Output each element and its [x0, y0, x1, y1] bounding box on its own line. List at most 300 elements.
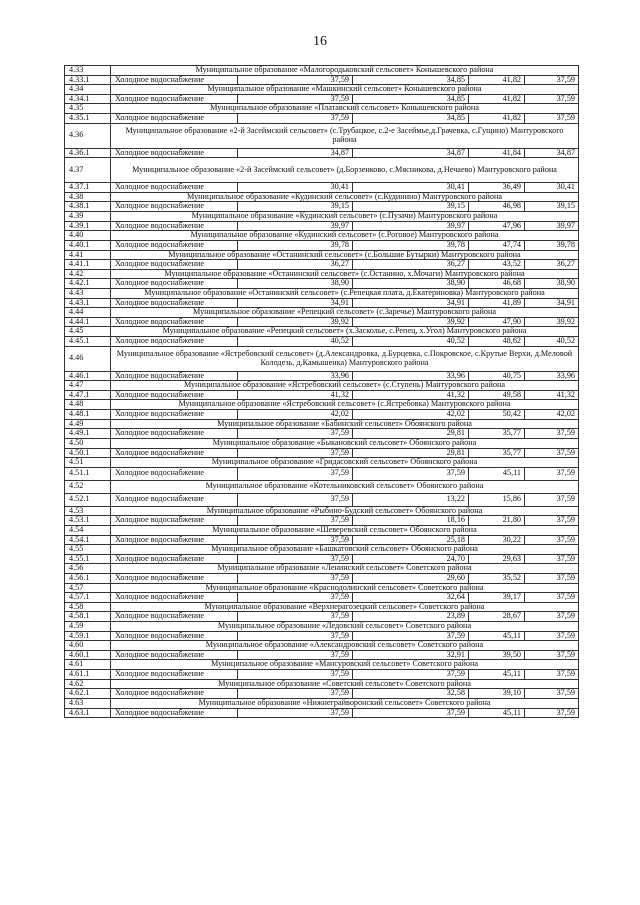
service-name: Холодное водоснабжение: [111, 337, 238, 347]
municipality-name: Муниципальное образование «Александровский сельсовет» Советского района: [111, 641, 579, 651]
tariff-value-4: 37,59: [525, 689, 579, 699]
tariff-value-1: 42,02: [238, 410, 353, 420]
section-header-row: [65, 269, 579, 279]
tariff-value-1: 37,59: [238, 689, 353, 699]
service-name: Холодное водоснабжение: [111, 467, 238, 480]
municipality-name: Муниципальное образование «Репецкий сельсовет» (с.Заречье) Мантуровского района: [111, 308, 579, 318]
row-number: 4.49.1: [65, 429, 111, 439]
section-header-row: [65, 679, 579, 689]
table-row: [65, 221, 579, 231]
table-row: [65, 337, 579, 347]
section-header-row: [65, 641, 579, 651]
tariff-value-4: 37,59: [525, 114, 579, 124]
row-number: 4.63: [65, 698, 111, 708]
service-name: Холодное водоснабжение: [111, 317, 238, 327]
section-header-row: [65, 525, 579, 535]
municipality-name: Муниципальное образование «Кудинский сельсовет» (с.Пузачи) Мантуровского района: [111, 212, 579, 222]
table-row: [65, 650, 579, 660]
tariff-value-4: 37,59: [525, 429, 579, 439]
tariff-value-4: 41,32: [525, 390, 579, 400]
tariff-value-2: 13,22: [353, 493, 469, 506]
table-row: [65, 493, 579, 506]
service-name: Холодное водоснабжение: [111, 535, 238, 545]
municipality-name: Муниципальное образование «Верхнерагозецкий сельсовет» Советского района: [111, 602, 579, 612]
municipality-name: Муниципальное образование «Ястребовский сельсовет» (д.Александровка, д.Бурцевка, с.Покровское, с.Крутые Верхи, д.Меловой Колодезь, д.Камышенка) Мантуровского района: [111, 346, 579, 371]
tariff-value-3: 47,90: [469, 317, 525, 327]
tariff-value-3: 41,84: [469, 148, 525, 158]
municipality-name: Муниципальное образование «2-й Засеймский сельсовет» (с.Трубацкое, с.2-е Засеймье,д.Грачевка, с.Гущино) Мантуровского района: [111, 123, 579, 148]
municipality-name: Муниципальное образование «Быкановский сельсовет» Обоянского района: [111, 438, 579, 448]
row-number: 4.52.1: [65, 493, 111, 506]
service-name: Холодное водоснабжение: [111, 516, 238, 526]
table-row: [65, 535, 579, 545]
table-row: [65, 429, 579, 439]
table-row: [65, 75, 579, 85]
service-name: Холодное водоснабжение: [111, 75, 238, 85]
tariff-value-2: 29,81: [353, 448, 469, 458]
row-number: 4.47.1: [65, 390, 111, 400]
row-number: 4.47: [65, 381, 111, 391]
row-number: 4.42.1: [65, 279, 111, 289]
tariff-value-4: 37,59: [525, 94, 579, 104]
table-row: [65, 554, 579, 564]
row-number: 4.55.1: [65, 554, 111, 564]
tariff-value-1: 37,59: [238, 75, 353, 85]
tariff-value-3: 43,52: [469, 260, 525, 270]
service-name: Холодное водоснабжение: [111, 612, 238, 622]
row-number: 4.43.1: [65, 298, 111, 308]
row-number: 4.41.1: [65, 260, 111, 270]
section-header-row: [65, 400, 579, 410]
page-number: 16: [313, 34, 327, 49]
tariff-value-3: 35,52: [469, 573, 525, 583]
tariff-value-3: 45,11: [469, 631, 525, 641]
table-row: [65, 279, 579, 289]
row-number: 4.38: [65, 192, 111, 202]
municipality-name: Муниципальное образование «2-й Засеймский сельсовет» (д.Борзенково, с.Мясникова, д.Нечаево) Мантуровского района: [111, 158, 579, 183]
municipality-name: Муниципальное образование «Малогородьковский сельсовет» Конышевского района: [111, 66, 579, 76]
tariff-value-2: 37,59: [353, 631, 469, 641]
service-name: Холодное водоснабжение: [111, 429, 238, 439]
tariff-value-2: 30,41: [353, 183, 469, 193]
tariff-value-4: 37,59: [525, 554, 579, 564]
row-number: 4.46.1: [65, 371, 111, 381]
tariff-value-1: 37,59: [238, 650, 353, 660]
tariff-table-body: [65, 66, 579, 718]
tariff-value-2: 29,60: [353, 573, 469, 583]
row-number: 4.37.1: [65, 183, 111, 193]
tariff-value-4: 37,59: [525, 612, 579, 622]
tariff-value-4: 37,59: [525, 493, 579, 506]
tariff-value-4: 36,27: [525, 260, 579, 270]
table-row: [65, 260, 579, 270]
row-number: 4.54: [65, 525, 111, 535]
tariff-value-2: 40,52: [353, 337, 469, 347]
table-row: [65, 240, 579, 250]
tariff-value-4: 30,41: [525, 183, 579, 193]
municipality-name: Муниципальное образование «Ленинский сельсовет» Советского района: [111, 564, 579, 574]
row-number: 4.34: [65, 85, 111, 95]
row-number: 4.53: [65, 506, 111, 516]
service-name: Холодное водоснабжение: [111, 410, 238, 420]
tariff-value-2: 34,85: [353, 114, 469, 124]
service-name: Холодное водоснабжение: [111, 371, 238, 381]
tariff-value-3: 41,82: [469, 114, 525, 124]
row-number: 4.37: [65, 158, 111, 183]
tariff-value-2: 18,16: [353, 516, 469, 526]
municipality-name: Муниципальное образование «Рыбино-Будский сельсовет» Обоянского района: [111, 506, 579, 516]
tariff-value-3: 45,11: [469, 670, 525, 680]
tariff-value-4: 37,59: [525, 593, 579, 603]
tariff-value-4: 37,59: [525, 670, 579, 680]
section-header-row: [65, 288, 579, 298]
tariff-value-2: 39,97: [353, 221, 469, 231]
tariff-value-3: 39,10: [469, 689, 525, 699]
row-number: 4.35: [65, 104, 111, 114]
section-header-row: [65, 698, 579, 708]
tariff-value-3: 46,68: [469, 279, 525, 289]
tariff-value-3: 36,49: [469, 183, 525, 193]
section-header-row: [65, 212, 579, 222]
tariff-value-1: 37,59: [238, 631, 353, 641]
tariff-value-3: 45,11: [469, 467, 525, 480]
section-header-row: [65, 85, 579, 95]
tariff-value-2: 32,64: [353, 593, 469, 603]
row-number: 4.60: [65, 641, 111, 651]
service-name: Холодное водоснабжение: [111, 650, 238, 660]
tariff-value-2: 37,59: [353, 670, 469, 680]
tariff-value-1: 30,41: [238, 183, 353, 193]
tariff-value-4: 33,96: [525, 371, 579, 381]
tariff-value-3: 41,82: [469, 75, 525, 85]
row-number: 4.56: [65, 564, 111, 574]
service-name: Холодное водоснабжение: [111, 670, 238, 680]
row-number: 4.35.1: [65, 114, 111, 124]
municipality-name: Муниципальное образование «Котельниковский сельсовет» Обоянского района: [111, 480, 579, 493]
section-header-row: [65, 480, 579, 493]
service-name: Холодное водоснабжение: [111, 390, 238, 400]
tariff-value-3: 49,58: [469, 390, 525, 400]
tariff-value-1: 39,15: [238, 202, 353, 212]
tariff-value-3: 29,63: [469, 554, 525, 564]
municipality-name: Муниципальное образование «Бабинский сельсовет» Обоянского района: [111, 419, 579, 429]
table-row: [65, 114, 579, 124]
tariff-value-1: 40,52: [238, 337, 353, 347]
row-number: 4.44.1: [65, 317, 111, 327]
tariff-value-4: 42,02: [525, 410, 579, 420]
service-name: Холодное водоснабжение: [111, 493, 238, 506]
tariff-value-3: 46,98: [469, 202, 525, 212]
row-number: 4.39.1: [65, 221, 111, 231]
row-number: 4.61.1: [65, 670, 111, 680]
service-name: Холодное водоснабжение: [111, 708, 238, 718]
section-header-row: [65, 506, 579, 516]
row-number: 4.45.1: [65, 337, 111, 347]
section-header-row: [65, 231, 579, 241]
section-header-row: [65, 545, 579, 555]
row-number: 4.61: [65, 660, 111, 670]
row-number: 4.34.1: [65, 94, 111, 104]
table-row: [65, 670, 579, 680]
tariff-value-1: 37,59: [238, 535, 353, 545]
tariff-value-4: 37,59: [525, 573, 579, 583]
tariff-value-1: 37,59: [238, 593, 353, 603]
tariff-value-4: 39,97: [525, 221, 579, 231]
service-name: Холодное водоснабжение: [111, 240, 238, 250]
municipality-name: Муниципальное образование «Ястребовский сельсовет» (с.Ястребовка) Мантуровского района: [111, 400, 579, 410]
municipality-name: Муниципальное образование «Ледовский сельсовет» Советского района: [111, 622, 579, 632]
municipality-name: Муниципальное образование «Останинский сельсовет» (с.Репецкая плата, д.Екатериновка) Мантуровского района: [111, 288, 579, 298]
tariff-value-2: 24,70: [353, 554, 469, 564]
tariff-value-4: 37,59: [525, 75, 579, 85]
tariff-value-1: 33,96: [238, 371, 353, 381]
row-number: 4.33: [65, 66, 111, 76]
row-number: 4.36.1: [65, 148, 111, 158]
section-header-row: [65, 66, 579, 76]
municipality-name: Муниципальное образование «Шеверевский сельсовет» Обоянского района: [111, 525, 579, 535]
table-row: [65, 573, 579, 583]
service-name: Холодное водоснабжение: [111, 183, 238, 193]
table-row: [65, 631, 579, 641]
tariff-value-3: 40,75: [469, 371, 525, 381]
row-number: 4.60.1: [65, 650, 111, 660]
municipality-name: Муниципальное образование «Останинский сельсовет» (с.Останино, х.Мочаги) Мантуровского района: [111, 269, 579, 279]
row-number: 4.51.1: [65, 467, 111, 480]
row-number: 4.46: [65, 346, 111, 371]
tariff-value-3: 48,62: [469, 337, 525, 347]
service-name: Холодное водоснабжение: [111, 260, 238, 270]
table-row: [65, 390, 579, 400]
tariff-value-4: 38,90: [525, 279, 579, 289]
row-number: 4.40: [65, 231, 111, 241]
row-number: 4.55: [65, 545, 111, 555]
row-number: 4.59: [65, 622, 111, 632]
tariff-value-1: 37,59: [238, 612, 353, 622]
row-number: 4.58.1: [65, 612, 111, 622]
row-number: 4.41: [65, 250, 111, 260]
municipality-name: Муниципальное образование «Репецкий сельсовет» (х.Засколье, с.Репец, х.Угол) Мантуровского района: [111, 327, 579, 337]
row-number: 4.49: [65, 419, 111, 429]
tariff-value-2: 25,18: [353, 535, 469, 545]
table-row: [65, 708, 579, 718]
tariff-value-1: 37,59: [238, 554, 353, 564]
table-row: [65, 410, 579, 420]
section-header-row: [65, 602, 579, 612]
municipality-name: Муниципальное образование «Машкинский сельсовет» Конышевского района: [111, 85, 579, 95]
tariff-value-4: 39,92: [525, 317, 579, 327]
tariff-value-3: 15,86: [469, 493, 525, 506]
tariff-value-3: 50,42: [469, 410, 525, 420]
service-name: Холодное водоснабжение: [111, 573, 238, 583]
tariff-value-4: 34,87: [525, 148, 579, 158]
tariff-value-1: 37,59: [238, 94, 353, 104]
tariff-value-4: 37,59: [525, 708, 579, 718]
municipality-name: Муниципальное образование «Краснодолинский сельсовет» Советского района: [111, 583, 579, 593]
section-header-row: [65, 419, 579, 429]
row-number: 4.53.1: [65, 516, 111, 526]
row-number: 4.57: [65, 583, 111, 593]
tariff-value-4: 37,59: [525, 467, 579, 480]
tariff-value-4: 34,91: [525, 298, 579, 308]
tariff-value-4: 37,59: [525, 535, 579, 545]
row-number: 4.33.1: [65, 75, 111, 85]
tariff-value-2: 34,85: [353, 94, 469, 104]
tariff-value-2: 36,27: [353, 260, 469, 270]
tariff-value-2: 39,78: [353, 240, 469, 250]
section-header-row: [65, 660, 579, 670]
row-number: 4.56.1: [65, 573, 111, 583]
tariff-value-2: 29,81: [353, 429, 469, 439]
municipality-name: Муниципальное образование «Останинский сельсовет» (с.Большие Бутырки) Мантуровского района: [111, 250, 579, 260]
section-header-row: [65, 192, 579, 202]
tariff-value-2: 33,96: [353, 371, 469, 381]
table-row: [65, 516, 579, 526]
tariff-value-2: 37,59: [353, 708, 469, 718]
tariff-value-2: 32,58: [353, 689, 469, 699]
tariff-table: [64, 65, 579, 718]
table-row: [65, 298, 579, 308]
tariff-value-1: 37,59: [238, 429, 353, 439]
municipality-name: Муниципальное образование «Советский сельсовет» Советского района: [111, 679, 579, 689]
row-number: 4.59.1: [65, 631, 111, 641]
tariff-value-3: 30,22: [469, 535, 525, 545]
row-number: 4.54.1: [65, 535, 111, 545]
tariff-value-3: 45,11: [469, 708, 525, 718]
tariff-value-2: 34,85: [353, 75, 469, 85]
service-name: Холодное водоснабжение: [111, 279, 238, 289]
tariff-value-1: 38,90: [238, 279, 353, 289]
row-number: 4.62: [65, 679, 111, 689]
row-number: 4.36: [65, 123, 111, 148]
tariff-value-2: 34,87: [353, 148, 469, 158]
section-header-row: [65, 308, 579, 318]
tariff-value-2: 38,90: [353, 279, 469, 289]
tariff-value-3: 35,77: [469, 429, 525, 439]
tariff-value-1: 37,59: [238, 493, 353, 506]
tariff-value-1: 37,59: [238, 467, 353, 480]
service-name: Холодное водоснабжение: [111, 689, 238, 699]
tariff-value-2: 39,15: [353, 202, 469, 212]
row-number: 4.45: [65, 327, 111, 337]
row-number: 4.50.1: [65, 448, 111, 458]
row-number: 4.43: [65, 288, 111, 298]
tariff-value-2: 32,91: [353, 650, 469, 660]
tariff-value-2: 41,32: [353, 390, 469, 400]
tariff-value-2: 39,92: [353, 317, 469, 327]
tariff-value-4: 37,59: [525, 631, 579, 641]
table-row: [65, 612, 579, 622]
service-name: Холодное водоснабжение: [111, 593, 238, 603]
service-name: Холодное водоснабжение: [111, 631, 238, 641]
municipality-name: Муниципальное образование «Гридасовский сельсовет» Обоянского района: [111, 458, 579, 468]
tariff-value-4: 37,59: [525, 650, 579, 660]
tariff-value-4: 37,59: [525, 448, 579, 458]
tariff-value-1: 34,87: [238, 148, 353, 158]
table-row: [65, 593, 579, 603]
tariff-value-3: 41,89: [469, 298, 525, 308]
tariff-value-1: 39,97: [238, 221, 353, 231]
row-number: 4.38.1: [65, 202, 111, 212]
service-name: Холодное водоснабжение: [111, 298, 238, 308]
section-header-row: [65, 438, 579, 448]
tariff-value-1: 37,59: [238, 448, 353, 458]
table-row: [65, 148, 579, 158]
row-number: 4.44: [65, 308, 111, 318]
table-row: [65, 689, 579, 699]
section-header-row: [65, 458, 579, 468]
section-header-row: [65, 104, 579, 114]
tariff-value-1: 36,27: [238, 260, 353, 270]
tariff-value-1: 37,59: [238, 670, 353, 680]
row-number: 4.42: [65, 269, 111, 279]
tariff-value-1: 39,78: [238, 240, 353, 250]
tariff-value-3: 21,80: [469, 516, 525, 526]
row-number: 4.40.1: [65, 240, 111, 250]
row-number: 4.52: [65, 480, 111, 493]
table-row: [65, 317, 579, 327]
row-number: 4.58: [65, 602, 111, 612]
tariff-value-3: 39,50: [469, 650, 525, 660]
tariff-value-1: 34,91: [238, 298, 353, 308]
service-name: Холодное водоснабжение: [111, 94, 238, 104]
tariff-value-4: 39,15: [525, 202, 579, 212]
tariff-value-1: 41,32: [238, 390, 353, 400]
table-row: [65, 202, 579, 212]
section-header-row: [65, 564, 579, 574]
row-number: 4.48.1: [65, 410, 111, 420]
section-header-row: [65, 158, 579, 183]
tariff-value-3: 47,96: [469, 221, 525, 231]
section-header-row: [65, 583, 579, 593]
table-row: [65, 371, 579, 381]
municipality-name: Муниципальное образование «Кудинский сельсовет» (с.Роговое) Мантуровского района: [111, 231, 579, 241]
municipality-name: Муниципальное образование «Платавский сельсовет» Конышевского района: [111, 104, 579, 114]
section-header-row: [65, 123, 579, 148]
tariff-value-2: 34,91: [353, 298, 469, 308]
tariff-value-2: 23,89: [353, 612, 469, 622]
section-header-row: [65, 381, 579, 391]
table-row: [65, 467, 579, 480]
municipality-name: Муниципальное образование «Кудинский сельсовет» (с.Кудинино) Мантуровского района: [111, 192, 579, 202]
tariff-value-4: 37,59: [525, 516, 579, 526]
section-header-row: [65, 346, 579, 371]
service-name: Холодное водоснабжение: [111, 148, 238, 158]
tariff-value-3: 41,82: [469, 94, 525, 104]
tariff-value-3: 35,77: [469, 448, 525, 458]
row-number: 4.63.1: [65, 708, 111, 718]
tariff-value-4: 40,52: [525, 337, 579, 347]
section-header-row: [65, 327, 579, 337]
tariff-value-3: 39,17: [469, 593, 525, 603]
municipality-name: Муниципальное образование «Нижнеграйворонский сельсовет» Советского района: [111, 698, 579, 708]
service-name: Холодное водоснабжение: [111, 221, 238, 231]
row-number: 4.48: [65, 400, 111, 410]
tariff-value-2: 37,59: [353, 467, 469, 480]
table-row: [65, 448, 579, 458]
row-number: 4.50: [65, 438, 111, 448]
tariff-value-1: 39,92: [238, 317, 353, 327]
municipality-name: Муниципальное образование «Мансуровский сельсовет» Советского района: [111, 660, 579, 670]
tariff-value-2: 42,02: [353, 410, 469, 420]
tariff-value-1: 37,59: [238, 708, 353, 718]
tariff-value-1: 37,59: [238, 516, 353, 526]
table-row: [65, 94, 579, 104]
tariff-value-3: 28,67: [469, 612, 525, 622]
row-number: 4.39: [65, 212, 111, 222]
service-name: Холодное водоснабжение: [111, 202, 238, 212]
tariff-value-3: 47,74: [469, 240, 525, 250]
service-name: Холодное водоснабжение: [111, 114, 238, 124]
